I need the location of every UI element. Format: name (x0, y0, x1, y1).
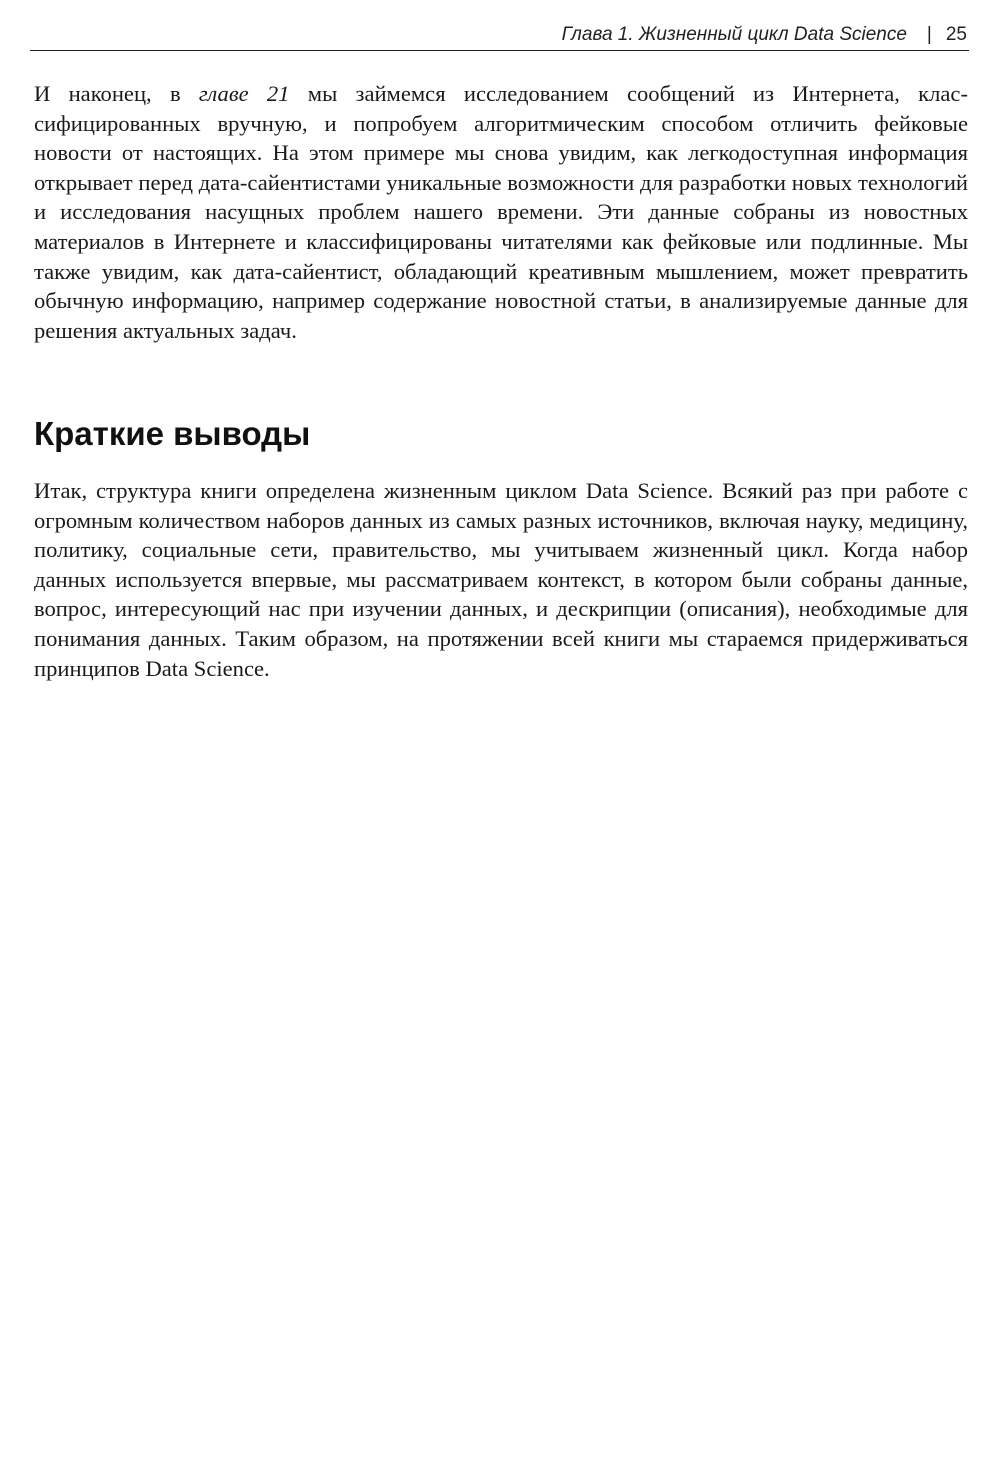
paragraph-1-text: мы займемся исследованием сообщений из Интернета, классифицированных вручную, и попробуем алгоритмическим способом отличить фейковые новости от настоящих. На этом примере мы снова увидим, как легкодоступная информация открывает перед дата-сайентистами уникальные возможности для разработки новых технологий и исследования насущных проблем нашего времени. Эти данные собраны из новостных материалов в Интернете и классифицированы читателями как фейковые или подлинные. Мы также увидим, как дата-сайентист, обладающий креативным мышлением, может превратить обычную информацию, например содержание новостной статьи, в анализируемые данные для решения актуальных задач. (34, 81, 968, 343)
page-number: 25 (945, 24, 967, 45)
body-paragraph-1 (34, 79, 968, 345)
running-header (30, 22, 969, 51)
running-header-chapter-title: Глава 1. Жизненный цикл Data Science (561, 24, 907, 45)
summary-paragraph: Итак, структура книги определена жизненным циклом Data Science. Всякий раз при работе с огромным количеством наборов данных из самых разных источников, включая науку, медицину, политику, социальные сети, правительство, мы учитываем жизненный цикл. Когда набор данных используется впервые, мы рассматриваем контекст, в котором были собраны данные, вопрос, интересующий нас при изучении данных, и дескрипции (описания), необходимые для понимания данных. Таким образом, на протяжении всей книги мы стараемся придерживаться принципов Data Science. (34, 478, 968, 681)
section-heading-summary: Краткие выводы (34, 415, 311, 452)
running-header-separator: | (926, 24, 932, 45)
chapter-21-reference: главе 21 (198, 81, 290, 106)
paragraph-1-lead: И наконец, в (34, 81, 199, 106)
